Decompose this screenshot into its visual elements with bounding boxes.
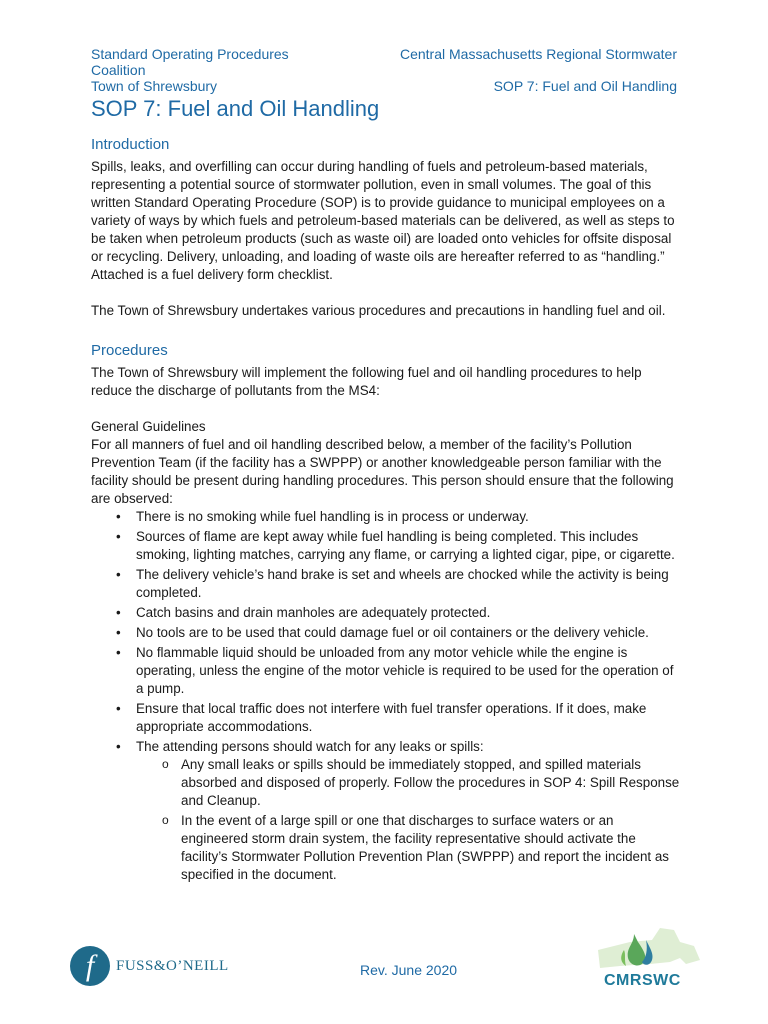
revision-date: Rev. June 2020	[360, 962, 458, 978]
circle-bullet-icon: o	[162, 813, 169, 827]
header-sop-label: Standard Operating Procedures	[91, 46, 289, 62]
bullet-icon: •	[116, 605, 121, 620]
sub-list-item: o Any small leaks or spills should be immediately stopped, and spilled materials absorbed and disposed of properly. Follow the procedures in SOP 4: Spill Response and Cleanup.	[162, 757, 680, 808]
list-item: • Catch basins and drain manholes are adequately protected.	[116, 605, 491, 620]
list-item: • No flammable liquid should be unloaded from any motor vehicle while the engine is operating, unless the engine of the motor vehicle is required to be used for the operation of a pump.	[116, 645, 674, 696]
cmrswc-logo-text: CMRSWC	[604, 972, 681, 989]
introduction-heading: Introduction	[91, 136, 170, 153]
bullet-icon: •	[116, 701, 121, 716]
bullet-icon: •	[116, 645, 121, 660]
massachusetts-map-icon	[590, 920, 710, 1010]
page-title: SOP 7: Fuel and Oil Handling	[91, 96, 380, 121]
header-org-label: Central Massachusetts Regional Stormwater	[399, 46, 677, 62]
list-item: • The delivery vehicle’s hand brake is set and wheels are chocked while the activity is being completed.	[116, 567, 669, 600]
circle-bullet-icon: o	[162, 757, 169, 771]
general-guidelines-heading: General Guidelines	[91, 419, 206, 434]
header-right	[377, 46, 677, 94]
bullet-icon: •	[116, 567, 121, 582]
introduction-paragraph: Spills, leaks, and overfilling can occur during handling of fuels and petroleum-based materials, representing a potential source of stormwater pollution, even in small volumes. The goal of this written Standard Operating Procedure (SOP) is to provide guidance to municipal employees on a variety of ways by which fuels and petroleum-based materials can be delivered, as well as steps to be taken when petroleum products (such as waste oil) are loaded onto vehicles for offsite disposal or recycling. Delivery, unloading, and loading of waste oils are hereafter referred to as “handling.” Attached is a fuel delivery form checklist.	[91, 159, 675, 282]
procedures-intro: The Town of Shrewsbury will implement the following fuel and oil handling procedures to help reduce the discharge of pollutants from the MS4:	[91, 365, 642, 398]
general-guidelines-text: For all manners of fuel and oil handling described below, a member of the facility’s Pollution Prevention Team (if the facility has a SWPPP) or another knowledgeable person familiar with the facility should be present during handling procedures. This person should ensure that the following are observed:	[91, 437, 674, 506]
procedures-heading: Procedures	[91, 342, 168, 359]
bullet-icon: •	[116, 625, 121, 640]
list-item: • Ensure that local traffic does not interfere with fuel transfer operations. If it does, make appropriate accommodations.	[116, 701, 647, 734]
document-body	[91, 136, 681, 886]
guidelines-list	[91, 508, 681, 884]
fuss-oneill-logo-mark: f	[70, 946, 110, 986]
introduction-paragraph-2: The Town of Shrewsbury undertakes various procedures and precautions in handling fuel and oil.	[91, 303, 666, 318]
list-item: • There is no smoking while fuel handling is in process or underway.	[116, 509, 529, 524]
bullet-icon: •	[116, 529, 121, 544]
list-item: • The attending persons should watch for any leaks or spills: o Any small leaks or spills should be immediately stopped, and spilled materials absorbed and disposed of properly. Follow the procedures in SOP 4: Spill Response and Cleanup. o In the event of a large spill or one that discharges to surface waters or an engineered storm drain system, the facility representative should activate the facility’s Stormwater Pollution Prevention Plan (SWPPP) and report the incident as specified in the document.	[116, 739, 680, 882]
leak-spill-sublist	[136, 756, 681, 884]
header-sop-title: SOP 7: Fuel and Oil Handling	[493, 78, 677, 94]
bullet-icon: •	[116, 509, 121, 524]
list-item: • No tools are to be used that could damage fuel or oil containers or the delivery vehicle.	[116, 625, 649, 640]
fuss-oneill-logo	[70, 946, 230, 990]
header-left	[91, 46, 351, 94]
header-town-label: Town of Shrewsbury	[91, 78, 218, 94]
list-item: • Sources of flame are kept away while fuel handling is being completed. This includes smoking, lighting matches, carrying any flame, or carrying a lighted cigar, pipe, or cigarette.	[116, 529, 675, 562]
header-coalition-label: Coalition	[91, 62, 146, 78]
cmrswc-logo	[590, 920, 710, 1010]
sub-list-item: o In the event of a large spill or one that discharges to surface waters or an engineered storm drain system, the facility representative should activate the facility’s Stormwater Pollution Prevention Plan (SWPPP) and report the incident as specified in the document.	[162, 813, 669, 882]
bullet-icon: •	[116, 739, 121, 754]
fuss-oneill-logo-text: FUSS&O’NEILL	[116, 958, 229, 974]
